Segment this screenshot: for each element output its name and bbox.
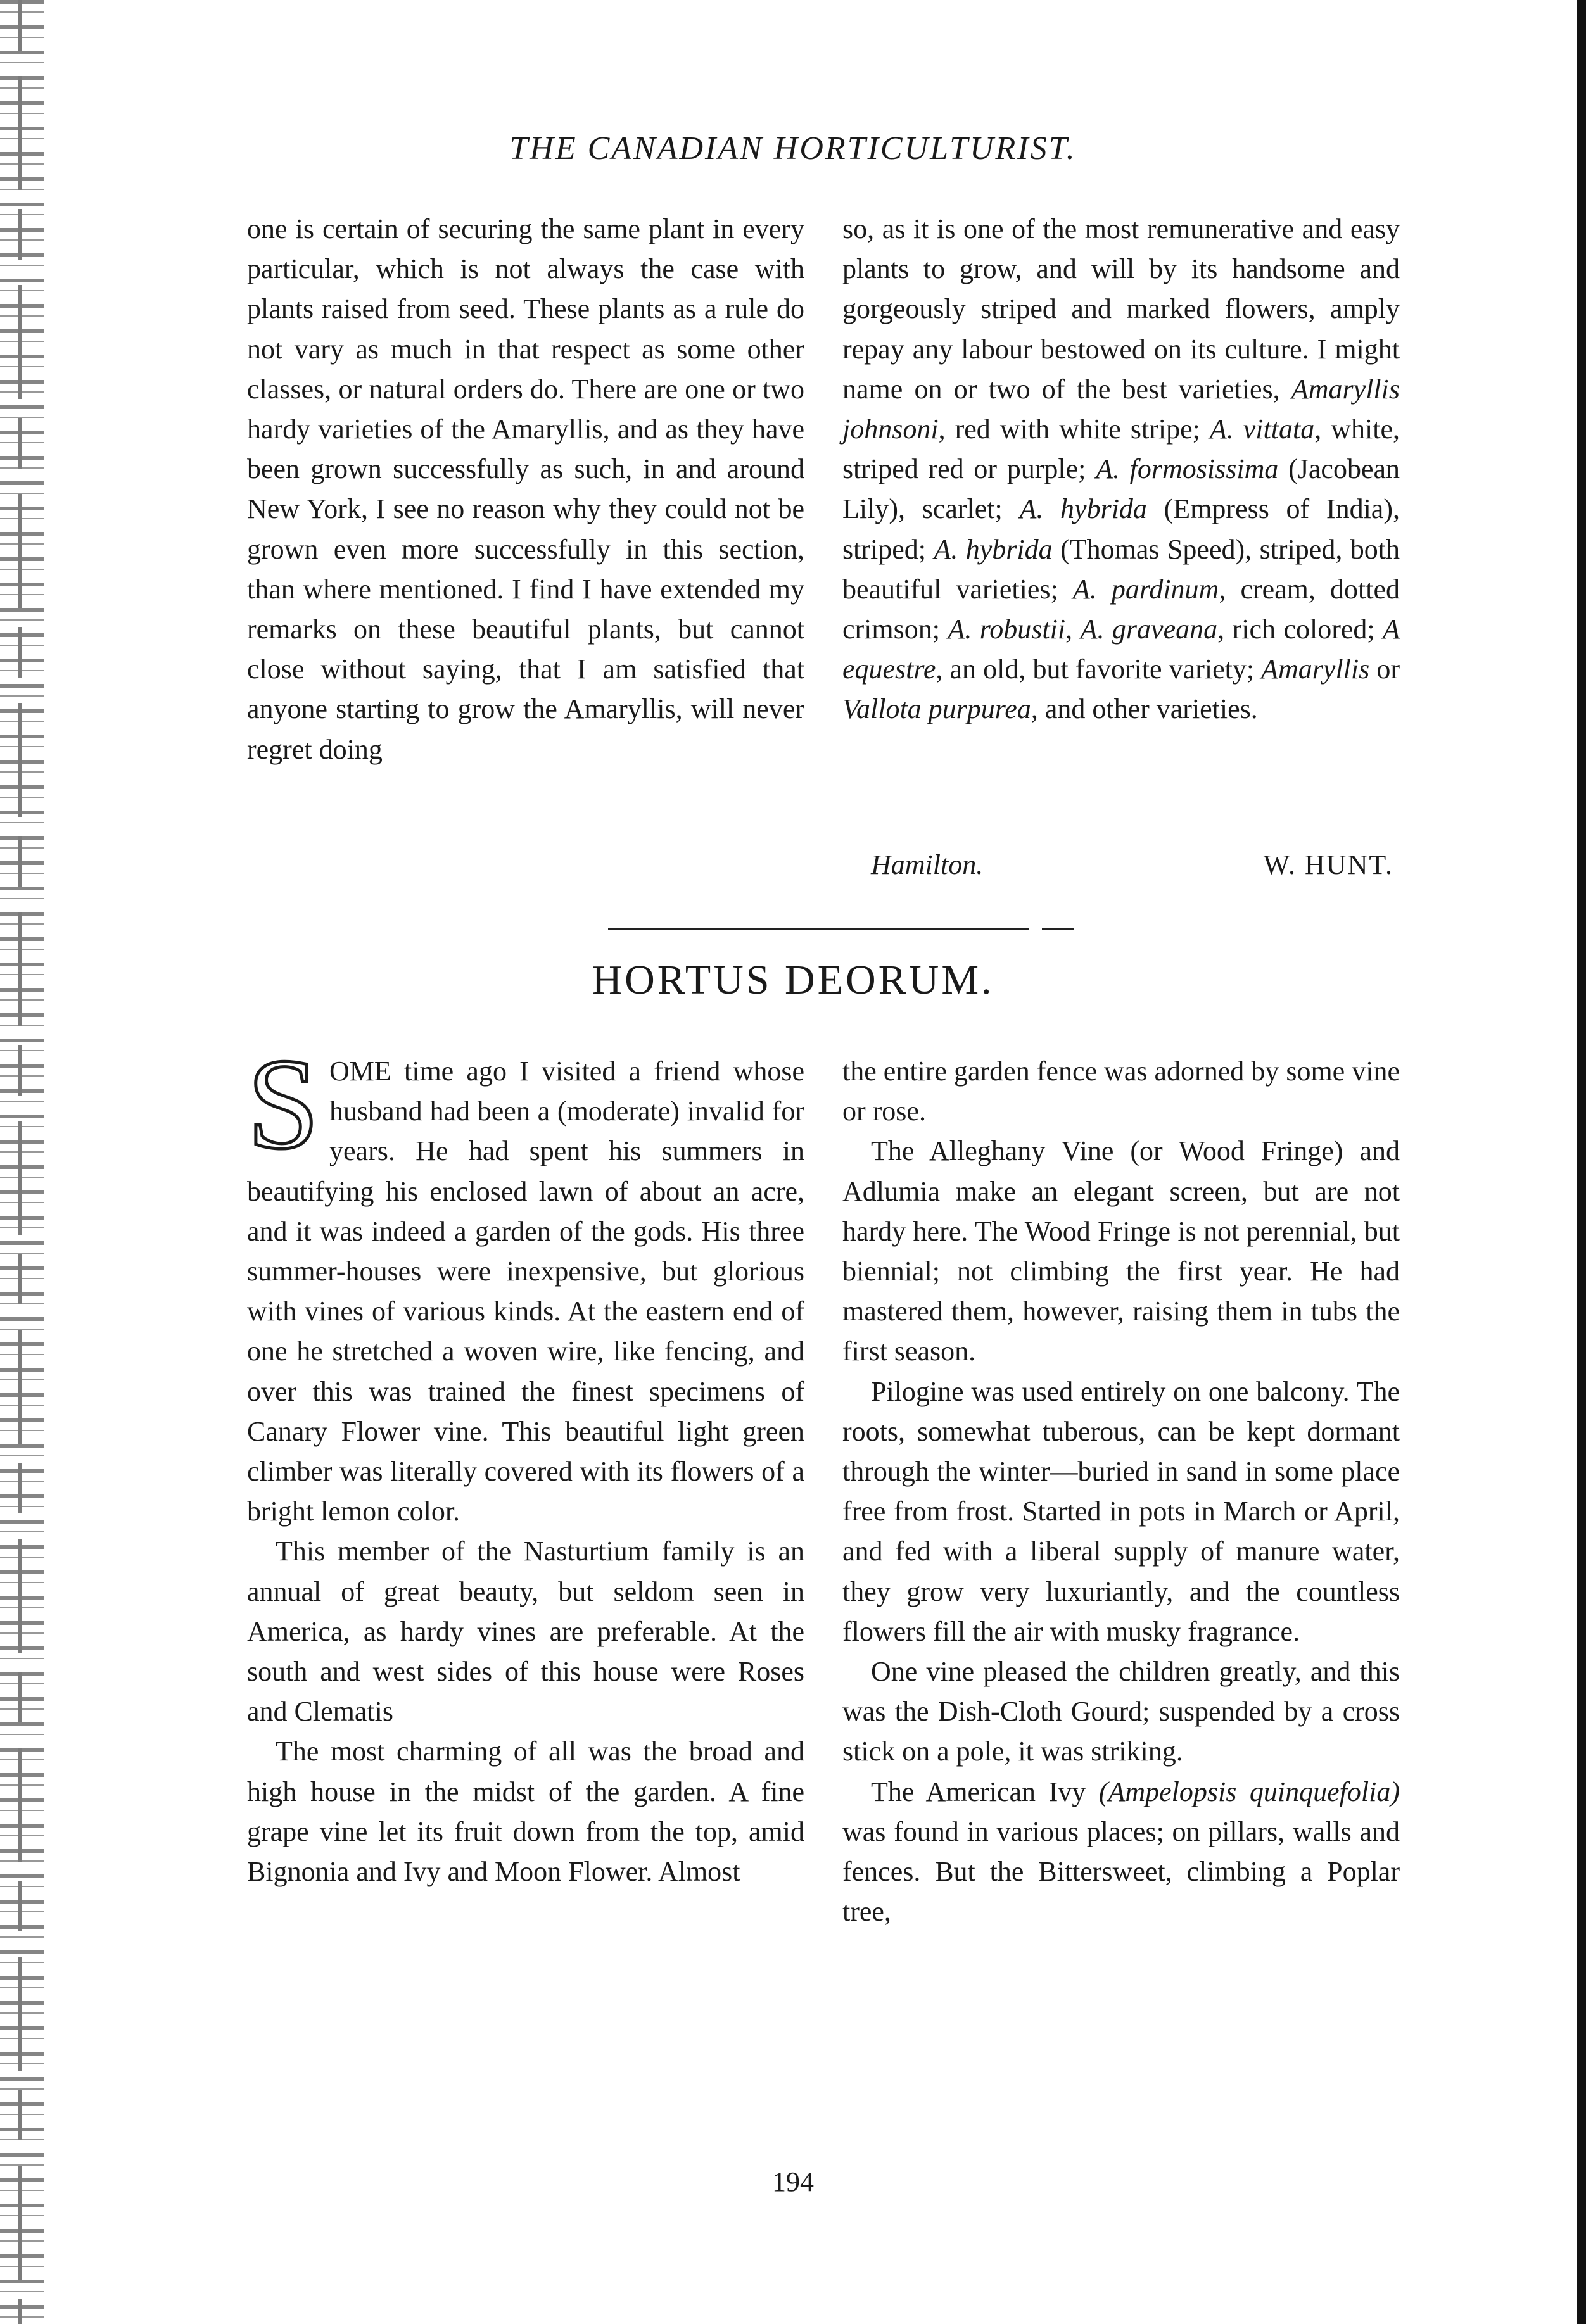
- text-run: , red with white stripe;: [938, 414, 1210, 445]
- text-run: (Empress of India), striped;: [842, 493, 1400, 565]
- previous-article-left-column: [247, 209, 804, 769]
- scan-edge-right: [1577, 0, 1586, 2324]
- variety-name: A. graveana: [1080, 614, 1218, 645]
- article-paragraph: The Alleghany Vine (or Wood Fringe) and Adlumia make an elegant screen, but are not hardy here. The Wood Fringe is not perennial, but biennial; not climbing the first year. He had mastered them, however, raising them in tubs the first season.: [842, 1135, 1400, 1367]
- previous-article-right-text: [842, 209, 1400, 729]
- variety-name: A. robustii: [948, 614, 1066, 645]
- article-title: HORTUS DEORUM.: [592, 957, 994, 1003]
- text-run: , white, striped red or purple;: [842, 414, 1400, 485]
- variety-name: Amaryllis: [1261, 654, 1370, 685]
- signature-place: Hamilton.: [871, 849, 984, 880]
- text-run: or: [1369, 654, 1400, 685]
- text-run: , cream, dotted crimson;: [842, 573, 1400, 645]
- variety-name: A. vittata: [1209, 414, 1315, 445]
- variety-name: A. pardinum: [1072, 573, 1219, 605]
- variety-name: A. formosissima: [1096, 453, 1279, 485]
- article-paragraph: Pilogine was used entirely on one balcony. The roots, somewhat tuberous, can be kept dormant through the winter—buried in sand in some place free from frost. Started in pots in March or April, and fed with a liberal supply of manure water, they grow very luxuriantly, and the countless flowers fill the air with musky fragrance.: [842, 1375, 1400, 1647]
- running-title: THE CANADIAN HORTICULTURIST.: [509, 130, 1077, 167]
- variety-name: A. hybrida: [1019, 493, 1147, 525]
- text-run: so, as it is one of the most remunerative and easy plants to grow, and will by its handsome and gorgeously striped and marked flowers, amply repay any labour bestowed on its culture. I might name on or two of the best varieties,: [842, 213, 1400, 405]
- variety-name: A equestre: [842, 614, 1400, 685]
- scan-edge-left: [0, 0, 44, 2324]
- article-paragraph: One vine pleased the children greatly, and this was the Dish-Cloth Gourd; suspended by a cross stick on a pole, it was striking.: [842, 1656, 1400, 1767]
- previous-article-right-column: [842, 209, 1400, 729]
- section-divider: [608, 928, 1029, 930]
- text-run: The American Ivy: [871, 1776, 1099, 1807]
- article-paragraph: [247, 1032, 804, 1531]
- previous-article-left-text: one is certain of securing the same plant in every particular, which is not always the case with plants raised from seed. These plants as a rule do not vary as much in that respect as some other classes, or natural orders do. There are one or two hardy varieties of the Amaryllis, and as they have been grown successfully as such, in and around New York, I see no reason why they could not be grown even more successfully in this section, than where mentioned. I find I have extended my remarks on these beautiful plants, but cannot close without saying, that I am satisfied that anyone starting to grow the Amaryllis, will never regret doing: [247, 213, 804, 765]
- page-number: 194: [772, 2166, 814, 2197]
- latin-name: (Ampelopsis quinquefolia): [1098, 1776, 1400, 1807]
- paragraph-text: OME time ago I visited a friend whose husband had been a (moderate) invalid for years. He had spent his summers in beautifying his enclosed lawn of about an acre, and it was indeed a garden of the gods. His three summer-houses were inexpensive, but glorious with vines of various kinds. At the eastern end of one he stretched a woven wire, like fencing, and over this was trained the finest specimens of Canary Flower vine. This beautiful light green climber was literally covered with its flowers of a bright lemon color.: [247, 1056, 804, 1527]
- text-run: , rich colored;: [1217, 614, 1383, 645]
- variety-name: A. hybrida: [934, 533, 1053, 565]
- text-run: , and other varieties.: [1031, 693, 1258, 725]
- text-run: was found in various places; on pillars, walls and fences. But the Bittersweet, climbing a Poplar tree,: [842, 1816, 1400, 1928]
- article-right-column: [842, 1051, 1400, 1931]
- article-paragraph: The most charming of all was the broad and high house in the midst of the garden. A fine grape vine let its fruit down from the top, amid Bignonia and Ivy and Moon Flower. Almost: [247, 1736, 804, 1888]
- article-paragraph: This member of the Nasturtium family is an annual of great beauty, but seldom seen in America, as hardy vines are preferable. At the south and west sides of this house were Roses and Clematis: [247, 1536, 804, 1727]
- text-run: (Jacobean Lily), scarlet;: [842, 453, 1400, 525]
- text-run: ,: [1065, 614, 1081, 645]
- article-paragraph: the entire garden fence was adorned by some vine or rose.: [842, 1056, 1400, 1127]
- article-paragraph: [842, 1772, 1400, 1932]
- variety-name: Amaryllis johnsoni: [842, 373, 1400, 445]
- variety-name: Vallota purpurea: [842, 693, 1031, 725]
- drop-cap: S: [247, 1032, 320, 1176]
- article-left-column: [247, 1032, 804, 1891]
- text-run: (Thomas Speed), striped, both beautiful varieties;: [842, 533, 1400, 605]
- signature-author: W. HUNT.: [1263, 849, 1393, 880]
- text-run: , an old, but favorite variety;: [936, 654, 1262, 685]
